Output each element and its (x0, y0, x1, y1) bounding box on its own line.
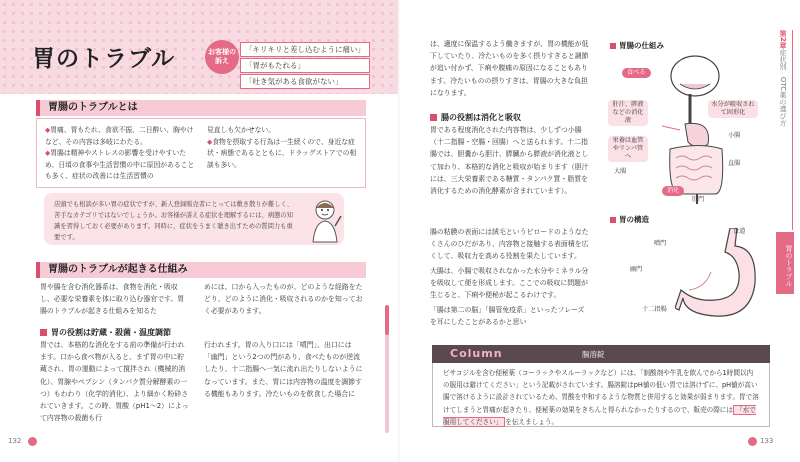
subsection-heading-text: 胃の役割は貯蔵・殺菌・温度調節 (51, 328, 171, 337)
digestive-system-diagram (640, 54, 750, 204)
page-number: 132 (8, 437, 22, 445)
page-number: 133 (760, 437, 774, 445)
label-water-absorbed: 水分が吸収されて固形化 (708, 100, 758, 118)
label-digestive-juice: 肝汁、膵液などの消化液 (608, 100, 648, 126)
subsection-heading (430, 112, 521, 123)
bullet-item (45, 148, 195, 183)
column-highlight: 「水で服用してください」 (443, 405, 756, 426)
label-esophagus: 食道 (733, 228, 746, 235)
bullet-text: 胃腸は精神やストレスの影響を受けやすいため、日頃の食事や生活習慣の中に原因があることも多く、症状の改善には生活習慣の (45, 149, 195, 180)
bullet-mark: ◆ (45, 126, 51, 134)
side-rule (792, 30, 793, 230)
stomach-col1: 胃では、本格的な消化をする前の準備が行われます。口から食べ物が入ると、まず胃の中に貯蔵され、胃の運動によって撹拌され（機械的消化）、胃腺やペプシン（タンパク質分解酵素の一つ）もわわり（化学的消化）、より細かく粉砕されていきます。この時、胃酸（pH1〜2）によって内容物の殺菌も行 (40, 341, 189, 423)
bullet-item (207, 137, 357, 172)
page-title: 胃のトラブル (32, 46, 176, 72)
complaint-item: 「胃がもたれる」 (240, 58, 370, 73)
advice-note: 店頭でも相談が多い胃の症状ですが、新人登録販売者にとっては敷き散りが難しく、苦手なカテゴリではないでしょうか。お客様が訴える症状を理解するには、病態の知識を習得しておく必要があります。同時に、症状をうまく聴き出すための質問力も重要です。 (44, 193, 344, 245)
label-nutrient: 栄養は血管やリンパ管へ (608, 136, 648, 162)
folio-flower-icon (748, 437, 757, 446)
figure-title-text: 胃の構造 (619, 215, 649, 224)
column-body (432, 363, 770, 427)
bullet-item (45, 125, 195, 148)
temperature-text: は、適度に保温するよう働きますが、胃の機能が低下していたり、冷たいものを多く摂りすぎると調節が追い付かず、下痢や腹痛の原因になることもあります。冷たいものの摂りすぎは、胃腸の大きな負担になります。 (430, 40, 589, 97)
square-bullet-icon (610, 43, 616, 49)
stomach-col2: 行われます。胃の入り口には「噴門」、出口には「幽門」という2つの門があり、食べたものが逆流したり、十二指腸へ一気に流れ出たりしないようになっています。また、胃には内容物の温度を調節する機能もあります。冷たいものを飲食した場合に (204, 341, 363, 398)
overview-col-left (45, 125, 195, 183)
column-header (432, 345, 770, 363)
complaint-badge: お客様の訴え (205, 40, 239, 74)
bullet-text: 見直しも欠かせない。 (207, 126, 275, 134)
chapter-number: 第2章 (779, 30, 787, 49)
label-anus: 肛門 (692, 196, 705, 203)
intro-col1: 胃や腸を含む消化器系は、食物を消化・吸収し、必要な栄養素を体に取り込む器官です。胃腸のトラブルが起きる仕組みを知るた (40, 283, 185, 316)
bullet-mark: ◆ (45, 149, 51, 157)
stomach-structure-diagram (675, 228, 765, 328)
intestine-text-4: 「腸は第二の脳」「腸管免疫系」といったフレーズを耳にしたことがあるかと思い (430, 306, 585, 327)
column-label: Column (450, 347, 503, 360)
complaint-list (240, 42, 370, 90)
intro-col2: めには、口から入ったものが、どのような経路をたどり、どのように消化・吸収されるのかを知っておく必要があります。 (204, 283, 363, 316)
complaint-item: 「吐き気がある食欲がない」 (240, 74, 370, 89)
label-small-intestine: 小腸 (728, 132, 741, 139)
label-digest: 消化 (662, 186, 684, 196)
square-bullet-icon (430, 114, 437, 121)
label-large-intestine: 大腸 (614, 168, 627, 175)
bullet-text: 食物を摂取する行為は一生続くので、身近な症状・病態であるとともに、ドラッグストアでの相談も多い。 (207, 137, 357, 169)
bullet-text: 胃痛、胃もたれ、食欲不振、二日酔い、胸やけなど、その内容は多岐にわたる。 (45, 126, 194, 146)
section-heading: 胃腸のトラブルとは (36, 100, 366, 116)
label-pylorus: 幽門 (630, 266, 643, 273)
intestine-text-2: 腸の粘膜の表面には絨毛というビロードのようなたくさんのひだがあり、内容物と接触する表面積を広くして、吸収力を高める役割を果たしています。 (430, 228, 589, 261)
bullet-item (207, 125, 357, 137)
bullet-mark: ◆ (207, 137, 213, 146)
subsection-heading-text: 腸の役割は消化と吸収 (441, 113, 521, 122)
subsection-heading (40, 327, 171, 338)
column-text-end: を伝えましょう。 (505, 417, 559, 426)
label-rectum: 直腸 (728, 160, 741, 167)
column-title: 腸溶錠 (582, 350, 605, 359)
chapter-title: 症状別 OTC薬の選び方 (779, 48, 787, 127)
square-bullet-icon (40, 329, 47, 336)
folio-flower-icon (28, 437, 37, 446)
figure-title (610, 214, 649, 225)
overview-col-right (207, 125, 357, 171)
label-cardia: 噴門 (654, 240, 667, 247)
intestine-text-3: 大腸は、小腸で吸収されなかった水分やミネラル分を吸収して便を形成します。ここでの吸収に問題が生じると、下痢や便秘が起こるわけです。 (430, 267, 589, 300)
label-duodenum: 十二指腸 (642, 306, 667, 313)
overview-box (36, 118, 366, 188)
page-scrollbar-thumb[interactable] (385, 305, 389, 335)
column-text: ビサコジルを含む便秘薬（コーラックやスルーラックなど）には、「制酸剤や牛乳を飲んでから1時間以内の服用は避けてください」という記載がされています。腸溶錠はpH値の低い胃では溶けずに、pH値が高い腸で溶けるように設計されているため、胃酸を中和するような物質と併用すると効果が弱まります。胃で溶けてしまうと胃痛が起きたり、便秘薬の効果をきちんと得られなかったりするので、販売の際には (443, 369, 759, 414)
intestine-text-1: 胃である程度消化された内容物は、少しずつ小腸（十二指腸・空腸・回腸）へと送られます。十二指腸では、胆嚢から胆汁、膵臓から膵液が消化液として加わり、本格的な消化と吸収が始まります（胆汁には、三大栄養素である糖質・タンパク質・脂質を消化するための消化酵素が含まれています）。 (430, 126, 589, 196)
figure-title (610, 40, 664, 51)
complaint-item: 「キリキリと差し込むように痛い」 (240, 42, 370, 57)
side-chapter-label (778, 30, 788, 126)
clerk-illustration-icon (305, 196, 345, 244)
side-index-tab[interactable]: 胃のトラブル (776, 232, 794, 294)
section-heading: 胃腸のトラブルが起きる仕組み (36, 262, 366, 278)
figure-title-text: 胃腸の仕組み (619, 41, 664, 50)
square-bullet-icon (610, 217, 616, 223)
label-eat: 食べる (622, 68, 651, 78)
